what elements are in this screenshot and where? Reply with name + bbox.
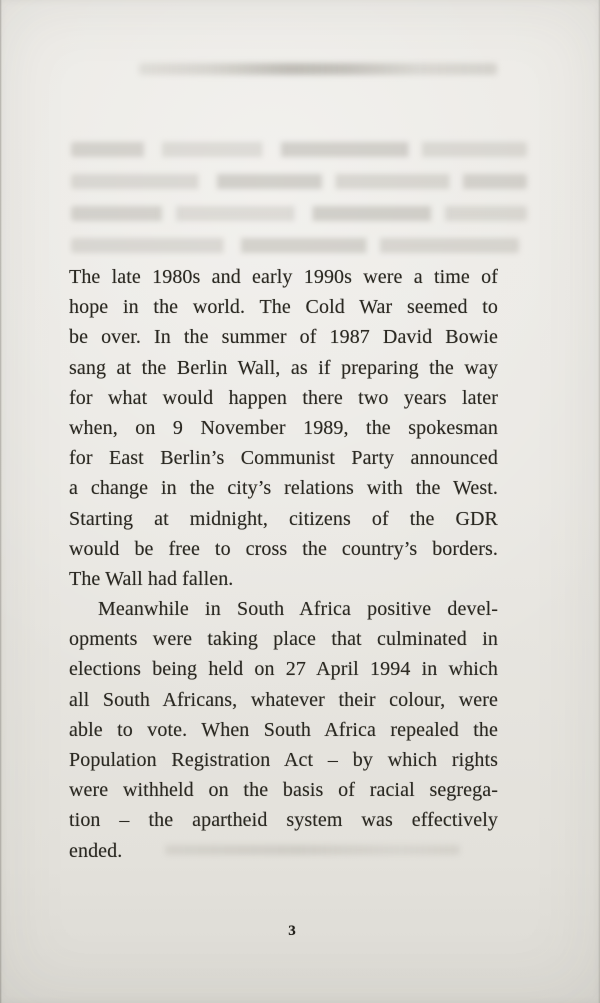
- text-line: would be free to cross the country’s borders.: [69, 537, 498, 560]
- text-line: a change in the city’s relations with the West.: [69, 477, 498, 500]
- text-line: for what would happen there two years later: [69, 386, 498, 409]
- text-line: Starting at midnight, citizens of the GDR: [69, 507, 498, 530]
- text-line: The Wall had fallen.: [69, 567, 234, 590]
- text-line: ended.: [69, 839, 123, 862]
- showthrough-line-1: [71, 142, 527, 157]
- text-line: when, on 9 November 1989, the spokesman: [69, 416, 498, 439]
- text-line: opments were taking place that culminated in: [69, 628, 498, 651]
- paragraph-2: [69, 594, 498, 866]
- text-line: for East Berlin’s Communist Party announced: [69, 447, 498, 470]
- showthrough-heading: [139, 63, 497, 75]
- text-line: Meanwhile in South Africa positive devel-: [98, 598, 498, 621]
- text-line: able to vote. When South Africa repealed the: [69, 718, 498, 741]
- page-number: 3: [288, 923, 296, 939]
- text-line: were withheld on the basis of racial segrega-: [69, 779, 498, 802]
- text-line: all South Africans, whatever their colour, were: [69, 688, 498, 711]
- showthrough-line-4: [71, 238, 519, 253]
- paragraph-1: [69, 262, 498, 594]
- text-line: elections being held on 27 April 1994 in which: [69, 658, 498, 681]
- body-text: [69, 262, 498, 866]
- text-line: tion – the apartheid system was effectively: [69, 809, 498, 832]
- showthrough-line-2: [71, 174, 527, 189]
- text-line: be over. In the summer of 1987 David Bowie: [69, 326, 498, 349]
- text-line: The late 1980s and early 1990s were a time of: [69, 266, 498, 288]
- showthrough-line-3: [71, 206, 527, 221]
- text-line: sang at the Berlin Wall, as if preparing the way: [69, 356, 498, 379]
- text-line: Population Registration Act – by which rights: [69, 749, 498, 771]
- text-line: hope in the world. The Cold War seemed to: [69, 296, 498, 319]
